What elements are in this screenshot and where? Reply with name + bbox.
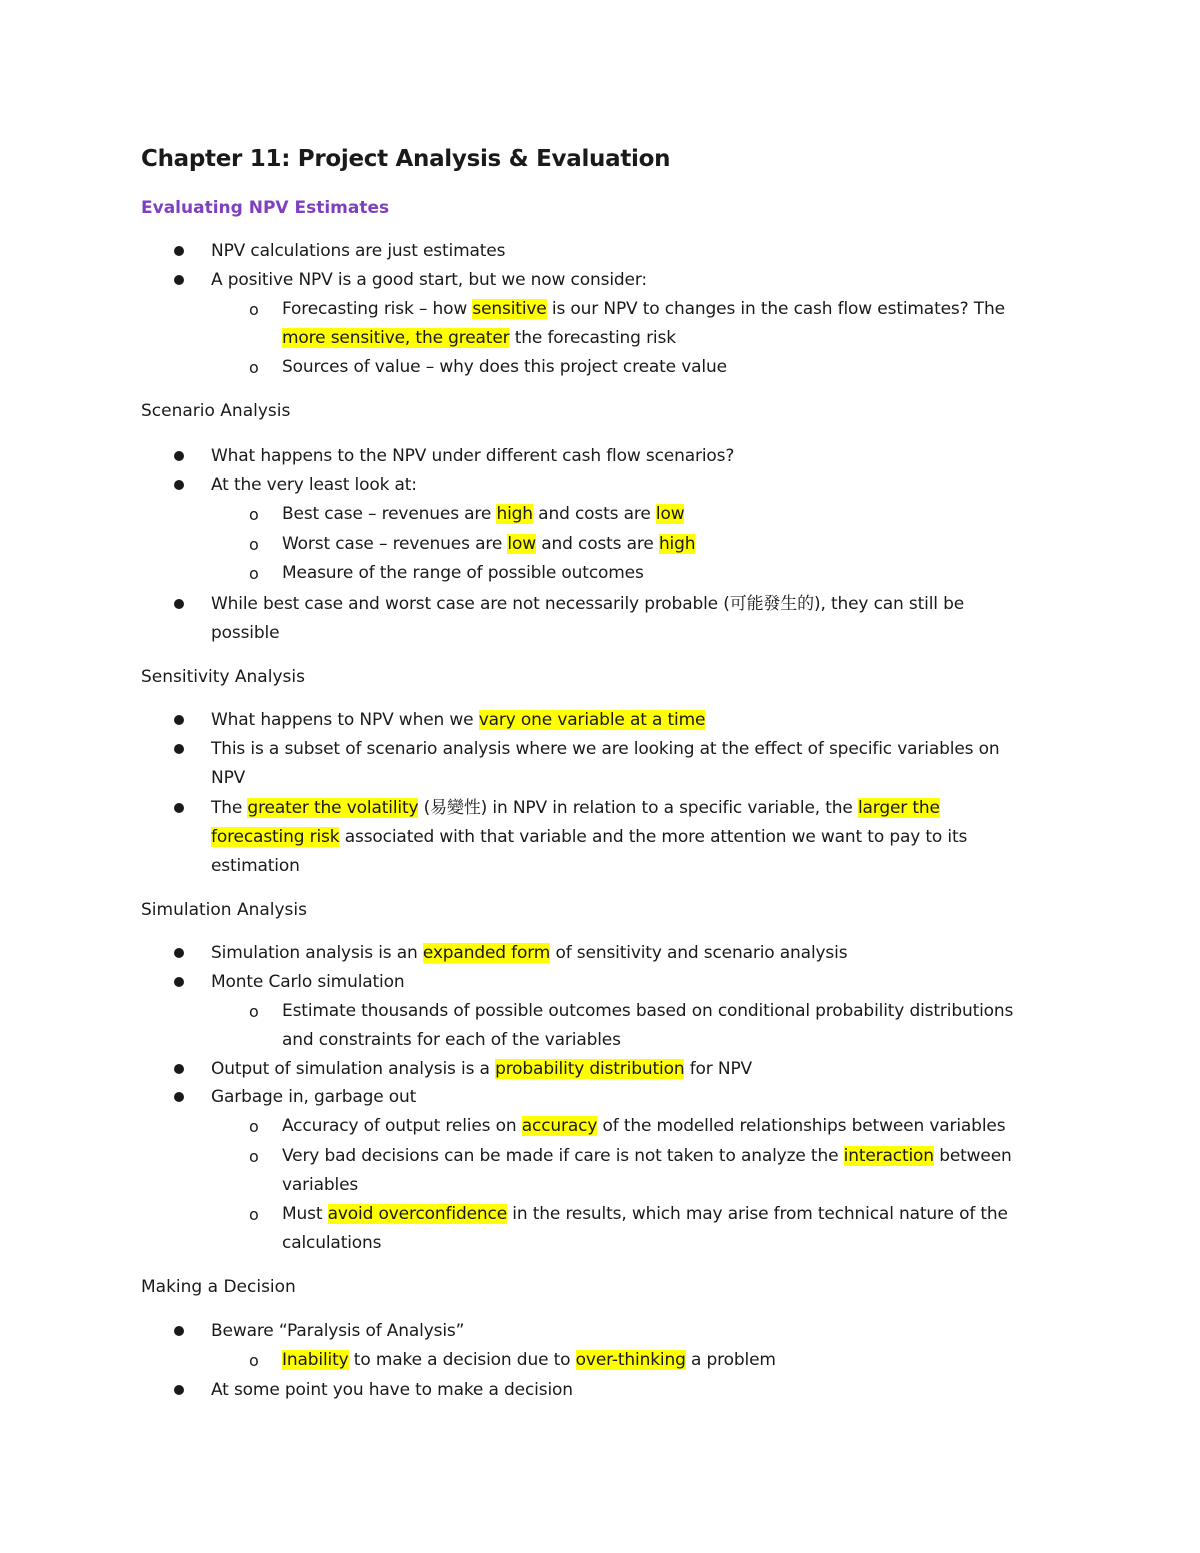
list-item: Very bad decisions can be made if care is not taken to analyze the interaction between xyxy=(282,1146,1012,1166)
list-item: Inability to make a decision due to over-thinking a problem xyxy=(282,1350,776,1370)
bullet-icon xyxy=(174,744,184,754)
list-item: This is a subset of scenario analysis where we are looking at the effect of specific variables on xyxy=(211,739,1000,759)
bullet-icon xyxy=(174,275,184,285)
highlight: probability distribution xyxy=(495,1059,685,1079)
highlight: low xyxy=(507,534,536,554)
highlight: high xyxy=(496,504,533,524)
list-item: At some point you have to make a decision xyxy=(211,1380,573,1400)
list-item: Output of simulation analysis is a probability distribution for NPV xyxy=(211,1059,753,1079)
highlight: accuracy xyxy=(521,1116,598,1136)
bullet-icon xyxy=(174,1326,184,1336)
list-item: Accuracy of output relies on accuracy of the modelled relationships between variables xyxy=(282,1116,1006,1136)
sub-bullet-icon: o xyxy=(249,1205,259,1224)
highlight: Inability xyxy=(282,1350,349,1370)
list-item: NPV calculations are just estimates xyxy=(211,241,506,261)
list-item: While best case and worst case are not necessarily probable (可能發生的), they can still be xyxy=(211,594,965,614)
highlight: low xyxy=(655,504,685,524)
bullet-icon xyxy=(174,977,184,987)
list-item-continuation: calculations xyxy=(282,1233,382,1253)
sub-bullet-icon: o xyxy=(249,300,259,319)
bullet-icon xyxy=(174,948,184,958)
list-item: Sources of value – why does this project create value xyxy=(282,357,727,377)
bullet-icon xyxy=(174,480,184,490)
bullet-icon xyxy=(174,803,184,813)
list-item-continuation: more sensitive, the greater the forecasting risk xyxy=(282,328,676,348)
sub-bullet-icon: o xyxy=(249,564,259,583)
list-item: Garbage in, garbage out xyxy=(211,1087,417,1107)
highlight: expanded form xyxy=(422,943,551,963)
bullet-icon xyxy=(174,1092,184,1102)
bullet-icon xyxy=(174,599,184,609)
list-item-continuation: possible xyxy=(211,623,280,643)
highlight: sensitive xyxy=(472,299,547,319)
list-item-continuation: and constraints for each of the variables xyxy=(282,1030,621,1050)
highlight: vary one variable at a time xyxy=(478,710,706,730)
list-item: A positive NPV is a good start, but we now consider: xyxy=(211,270,647,290)
page-title: Chapter 11: Project Analysis & Evaluation xyxy=(141,146,671,172)
list-item: Estimate thousands of possible outcomes based on conditional probability distributions xyxy=(282,1001,1014,1021)
bullet-icon xyxy=(174,1064,184,1074)
list-item: Beware “Paralysis of Analysis” xyxy=(211,1321,465,1341)
sub-bullet-icon: o xyxy=(249,1351,259,1370)
bullet-icon xyxy=(174,1385,184,1395)
list-item: Must avoid overconfidence in the results, which may arise from technical nature of the xyxy=(282,1204,1008,1224)
bullet-icon xyxy=(174,451,184,461)
highlight: avoid overconfidence xyxy=(327,1204,508,1224)
section-heading-decision: Making a Decision xyxy=(141,1277,296,1297)
highlight: larger the xyxy=(857,798,940,818)
list-item: What happens to NPV when we vary one variable at a time xyxy=(211,710,706,730)
list-item: At the very least look at: xyxy=(211,475,417,495)
list-item-continuation: estimation xyxy=(211,856,300,876)
highlight: more sensitive, the greater xyxy=(282,328,510,348)
highlight: high xyxy=(658,534,696,554)
list-item: The greater the volatility (易變性) in NPV in relation to a specific variable, the larger the xyxy=(211,798,940,818)
section-heading-npv: Evaluating NPV Estimates xyxy=(141,198,390,218)
bullet-icon xyxy=(174,246,184,256)
list-item: Measure of the range of possible outcomes xyxy=(282,563,644,583)
list-item: Forecasting risk – how sensitive is our NPV to changes in the cash flow estimates? The xyxy=(282,299,1005,319)
highlight: greater the volatility xyxy=(247,798,419,818)
section-heading-sensitivity: Sensitivity Analysis xyxy=(141,667,305,687)
sub-bullet-icon: o xyxy=(249,1117,259,1136)
section-heading-scenario: Scenario Analysis xyxy=(141,401,291,421)
sub-bullet-icon: o xyxy=(249,505,259,524)
section-heading-simulation: Simulation Analysis xyxy=(141,900,307,920)
list-item: Best case – revenues are high and costs are low xyxy=(282,504,685,524)
list-item: Simulation analysis is an expanded form of sensitivity and scenario analysis xyxy=(211,943,848,963)
list-item: What happens to the NPV under different cash flow scenarios? xyxy=(211,446,735,466)
list-item-continuation: forecasting risk associated with that variable and the more attention we want to pay to its xyxy=(211,827,968,847)
highlight: forecasting risk xyxy=(211,827,340,847)
highlight: over-thinking xyxy=(575,1350,686,1370)
bullet-icon xyxy=(174,715,184,725)
highlight: interaction xyxy=(843,1146,934,1166)
sub-bullet-icon: o xyxy=(249,535,259,554)
list-item: Monte Carlo simulation xyxy=(211,972,405,992)
list-item-continuation: variables xyxy=(282,1175,359,1195)
list-item-continuation: NPV xyxy=(211,768,246,788)
sub-bullet-icon: o xyxy=(249,358,259,377)
list-item: Worst case – revenues are low and costs are high xyxy=(282,534,696,554)
sub-bullet-icon: o xyxy=(249,1147,259,1166)
sub-bullet-icon: o xyxy=(249,1002,259,1021)
